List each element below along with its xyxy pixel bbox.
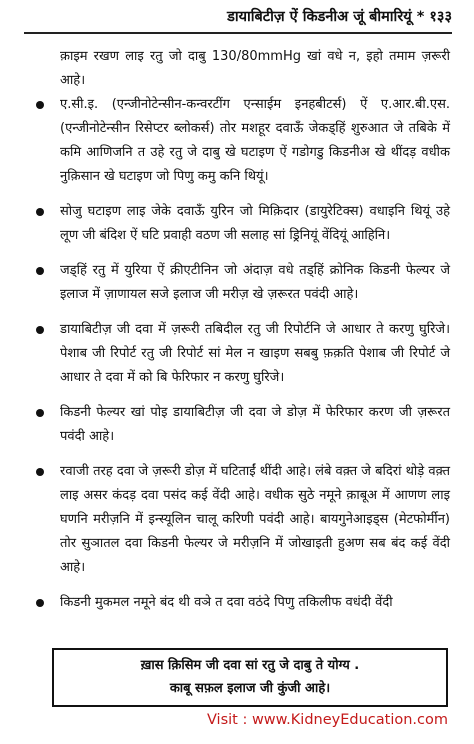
header-separator: *: [416, 9, 425, 25]
key-message-box: [52, 648, 448, 707]
bullet-text: डायाबिटीज़ जी दवा में ज़रूरी तबिदील रतु जी रिपोर्टनि जे आधार ते करणु घुरिजे। पेशाब जी रिपोर्ट रतु जी रिपोर्ट सां मेल न खाइण सबबु फ़क़ति पेशाब जी रिपोर्ट जे आधार ते दवा में को बि फेरिफार न करणु घुरिजे।: [60, 322, 450, 385]
bullet-icon: [36, 267, 44, 275]
bullet-item: [30, 318, 450, 390]
intro-paragraph: क़ाइम रखण लाइ रतु जो दाबु 130/80mmHg खां वधे न, इहो तमाम ज़रूरी आहे।: [60, 49, 450, 88]
bullet-item: [30, 591, 450, 615]
bullet-icon: [36, 208, 44, 216]
bullet-text: सोजु घटाइण लाइ जेके दवाऊँ युरिन जो मिक़िदार (डायुरेटिक्स) वधाइनि थियूं उहे लूण जी बंदिश ऐं घटि प्रवाही वठण जी सलाह सां ड्रिनियूं वेंदियूं आहिनि।: [60, 204, 450, 243]
bullet-item: [30, 93, 450, 189]
page-number: १३३: [429, 9, 452, 25]
bullet-text: जड्हिं रतु में युरिया ऐं क्रीएटीनिन जो अंदाज़ वधे तड्हिं क्रोनिक किडनी फेल्यर जे इलाज में ज़ाणायल सजे इलाज जी मरीज़ खे ज़रूरत पवंदी आहे।: [60, 263, 450, 302]
bullet-icon: [36, 468, 44, 476]
bullet-item: [30, 460, 450, 580]
page-header: [227, 6, 452, 26]
key-message-line-2: काबू सफ़ल इलाज जी कुंजी आहे।: [169, 681, 331, 696]
bullet-text: रवाजी तरह दवा जे ज़रूरी डोज़ में घटिताईं थींदी आहे। लंबे वक़्त जे बदिरां थोड़े वक़्त लाइ असर कंदड़ दवा पसंद कई वेंदी आहे। वधीक सुठे नमूने क़ाबूअ में आणण लाइ घणनि मरीज़नि में इन्स्यूलिन चालू करिणी पवंदी आहे। बायगुनेआइड्स (मेटफोर्मीन) तोर सुञातल दवा किडनी फेल्यर जे मरीज़नि में जोखाइती हुअण सब बंद कई वेंदी आहे।: [60, 464, 450, 575]
bullet-item: [30, 200, 450, 248]
bullet-text: किडनी फेल्यर खां पोइ डायाबिटीज़ जी दवा जे डोज़ में फेरिफार करण जी ज़रूरत पवंदी आहे।: [60, 405, 450, 444]
bullet-text: ए.सी.इ. (एन्जीनोटेन्सीन-कन्वरटींग एन्साईम इनहबीटर्स) ऐं ए.आर.बी.एस. (एन्जीनोटेन्सीन रिसेप्टर ब्लोकर्स) तोर मशहूर दवाऊँ जेकड्हिं शुरुआत जे तबिके में कमि आणिजनि त उहे रतु जे दाबु खे घटाइण ऐं गडोगडु किडनीअ खे थींदड़ वधीक नुक़िसान खे घटाइण जो पिणु कमु कनि थियूं।: [60, 97, 450, 184]
bullet-text: किडनी मुकमल नमूने बंद थी वञे त दवा वठंदे पिणु तकिलीफ वधंदी वेंदी: [60, 595, 393, 610]
header-rule: [24, 32, 452, 34]
bullet-list: [30, 93, 450, 615]
key-message-line-1: ख़ास क़िसिम जी दवा सां रतु जे दाबु ते योग्य .: [140, 658, 360, 673]
bullet-icon: [36, 101, 44, 109]
bullet-icon: [36, 409, 44, 417]
bullet-item: [30, 259, 450, 307]
page-body: [30, 45, 450, 626]
bullet-item: [30, 401, 450, 449]
bullet-icon: [36, 326, 44, 334]
footer-website-link[interactable]: Visit : www.KidneyEducation.com: [206, 712, 448, 728]
running-title: डायाबिटीज़ ऐं किडनीअ जूं बीमारियूं: [227, 9, 412, 25]
bullet-icon: [36, 599, 44, 607]
